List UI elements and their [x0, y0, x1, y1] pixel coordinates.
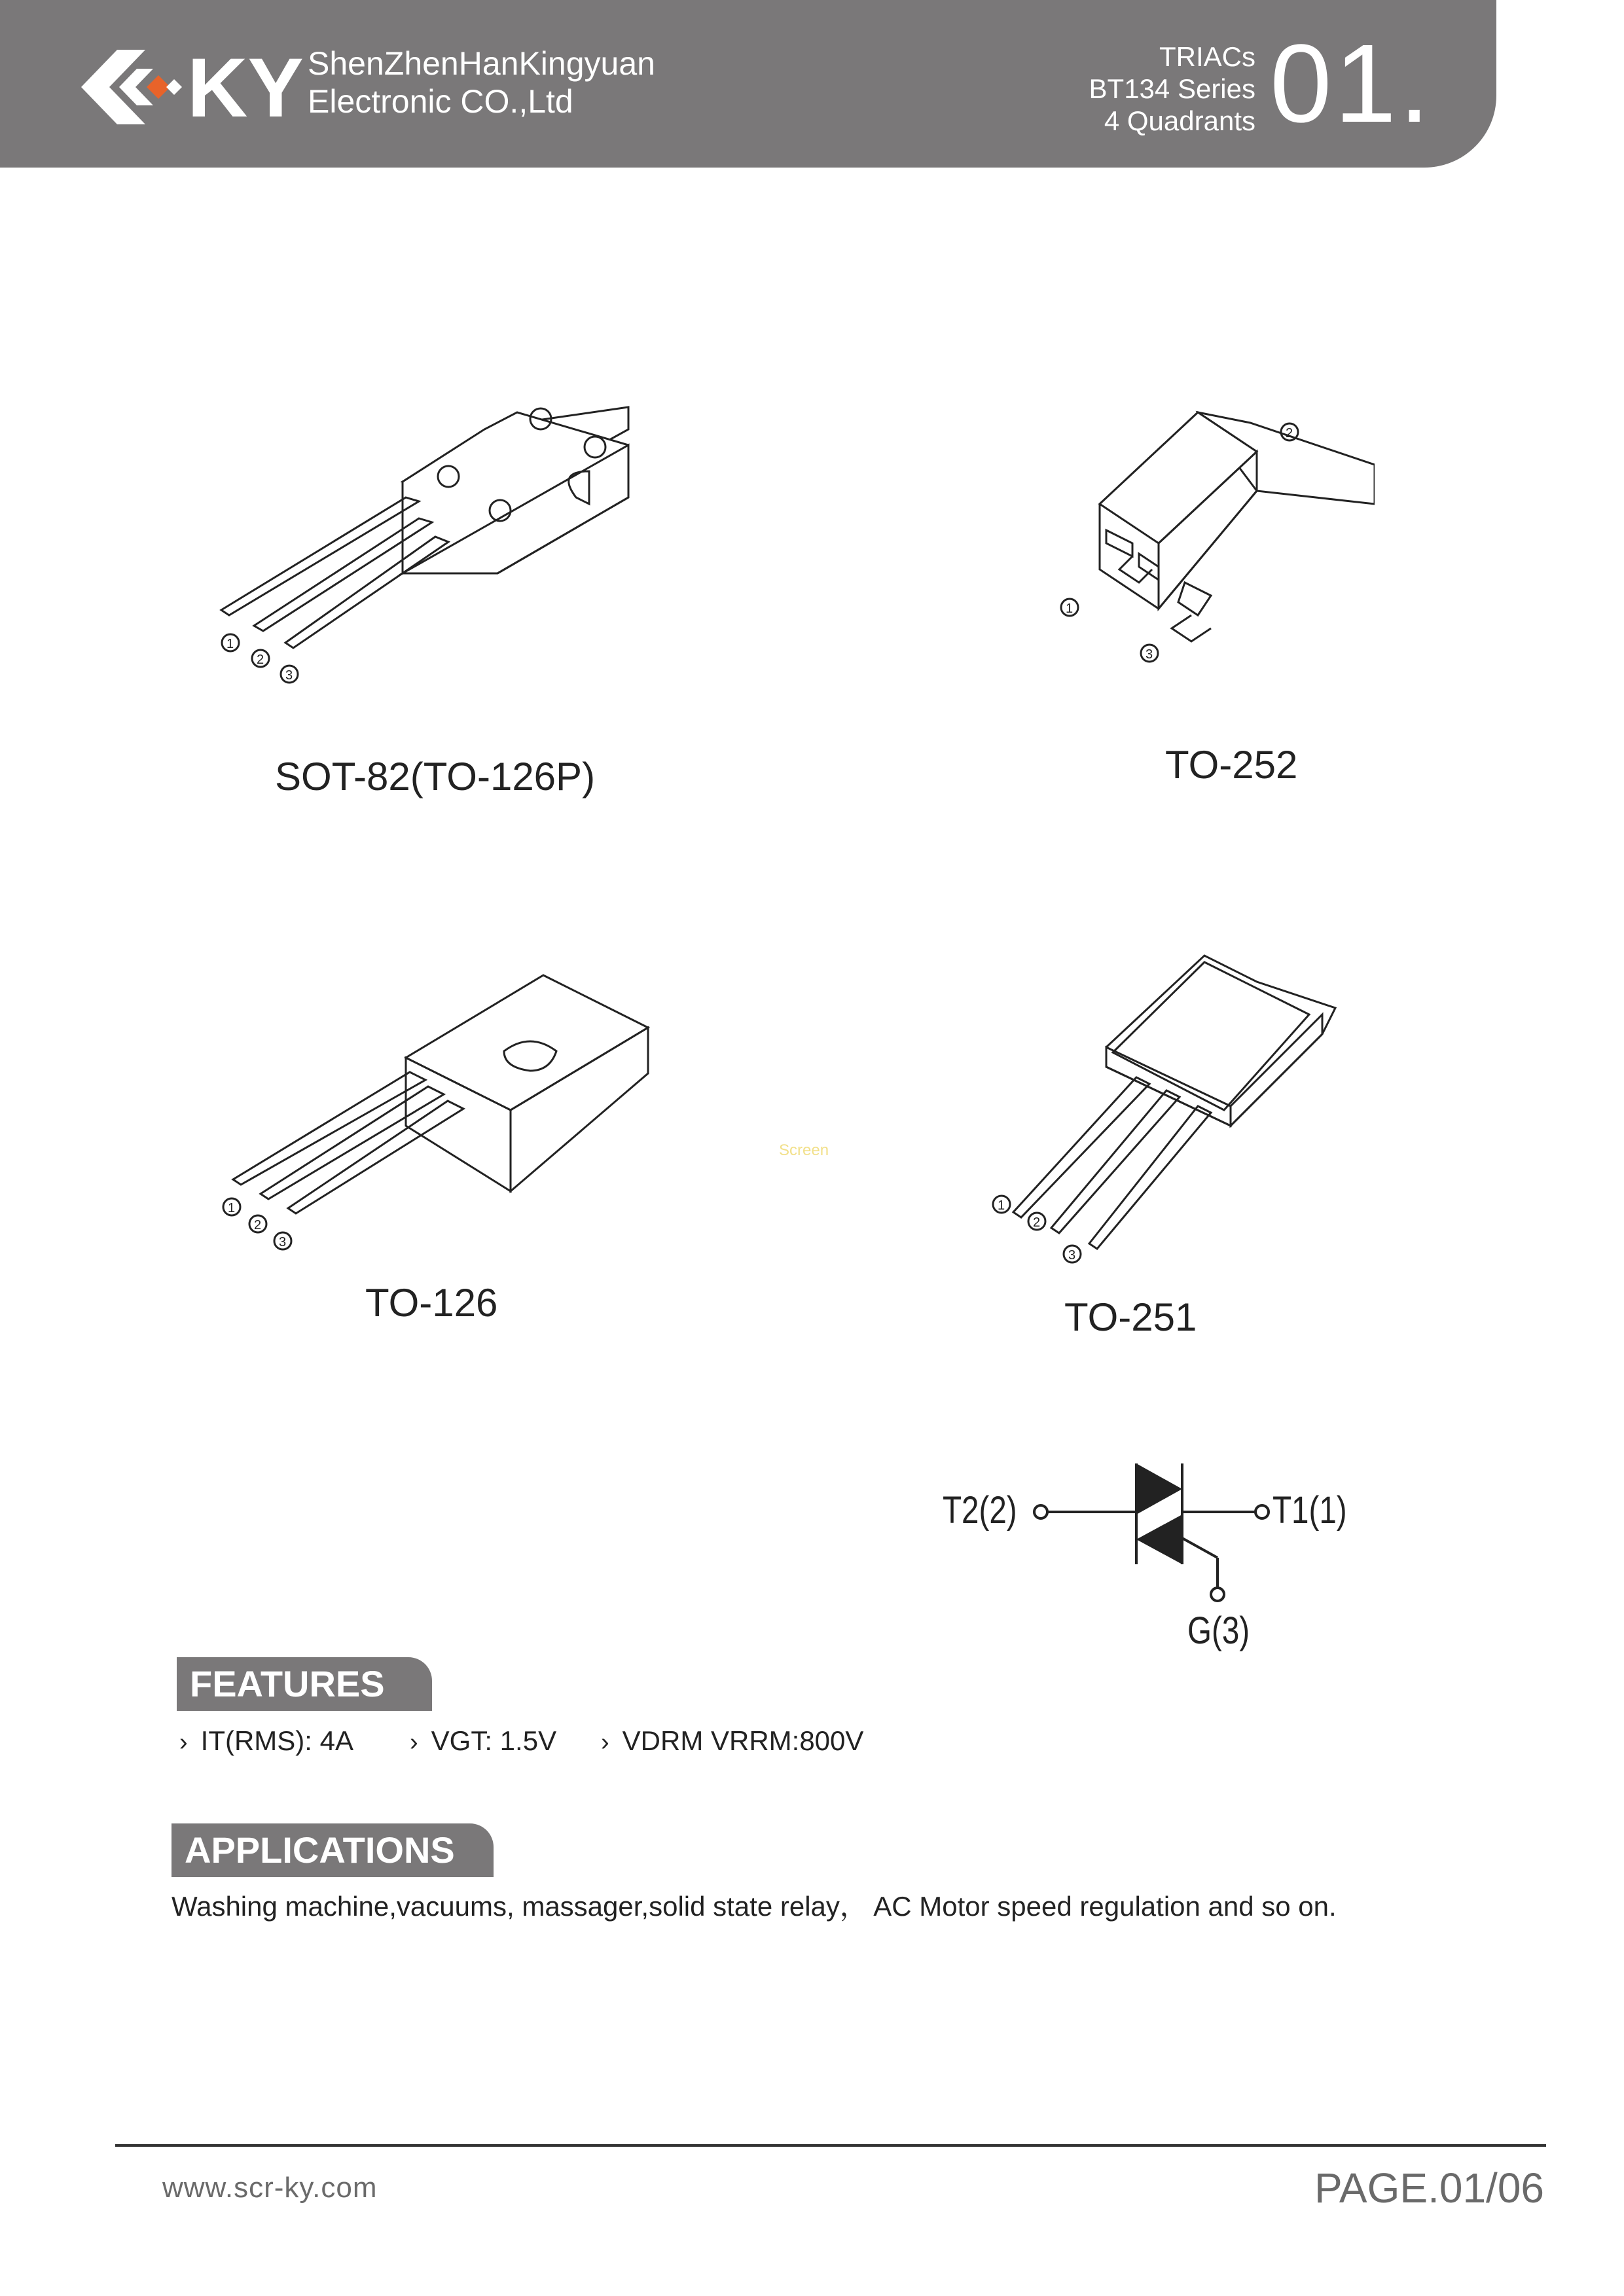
feature-vdrm: VDRM VRRM:800V	[622, 1725, 864, 1756]
pin-2-label: 2	[254, 1218, 262, 1232]
package-label-to252: TO-252	[1165, 743, 1298, 787]
pin-3-label: 3	[1068, 1248, 1076, 1263]
pin-3-label: 3	[285, 668, 293, 683]
terminal-t1-label: T1(1)	[1272, 1489, 1347, 1532]
to126-package-drawing	[209, 929, 655, 1270]
pin-markers	[993, 1196, 1081, 1263]
chevron-right-icon: ›	[179, 1729, 188, 1756]
header-page-number: 01.	[1270, 22, 1433, 146]
pin-3-label: 3	[1146, 647, 1153, 662]
series-line-2: BT134 Series	[1089, 73, 1255, 104]
to252-package-drawing	[1034, 399, 1375, 681]
series-line-1: TRIACs	[1159, 41, 1255, 72]
feature-item	[410, 1725, 556, 1757]
company-line-2: Electronic CO.,Ltd	[308, 83, 573, 120]
terminal-t2-label: T2(2)	[943, 1489, 1017, 1532]
series-info	[981, 41, 1255, 137]
feature-it-rms: IT(RMS): 4A	[200, 1725, 353, 1756]
pin-1-label: 1	[998, 1198, 1005, 1213]
pin-2-label: 2	[1033, 1215, 1041, 1230]
package-label-to251: TO-251	[1064, 1295, 1197, 1339]
logo-text: KY	[187, 41, 304, 135]
watermark: Screen	[779, 1141, 829, 1159]
pin-2-label: 2	[1286, 426, 1293, 440]
to251-package-drawing	[982, 942, 1348, 1283]
chevron-right-icon: ›	[410, 1729, 418, 1756]
pin-2-label: 2	[257, 653, 264, 667]
pin-markers	[223, 1198, 291, 1249]
triac-symbol	[943, 1460, 1362, 1669]
terminal-g-label: G(3)	[1187, 1609, 1250, 1652]
company-line-1: ShenZhenHanKingyuan	[308, 45, 655, 82]
package-label-to126: TO-126	[365, 1281, 498, 1325]
applications-heading: APPLICATIONS	[171, 1823, 494, 1877]
feature-item	[601, 1725, 863, 1757]
feature-item	[179, 1725, 353, 1757]
feature-vgt: VGT: 1.5V	[431, 1725, 557, 1756]
chevron-right-icon: ›	[601, 1729, 609, 1756]
pin-3-label: 3	[279, 1235, 287, 1249]
logo-chevron-outer-icon	[81, 50, 145, 124]
company-name	[308, 45, 655, 120]
website-link[interactable]: www.scr-ky.com	[162, 2172, 378, 2204]
pin-1-label: 1	[226, 637, 234, 651]
applications-text: Washing machine,vacuums, massager,solid state relay， AC Motor speed regulation and so on.	[171, 1891, 1337, 1922]
sot82-package-drawing	[209, 373, 655, 713]
footer-page-indicator: PAGE.01/06	[1314, 2164, 1544, 2212]
package-label-sot82: SOT-82(TO-126P)	[275, 755, 596, 798]
features-heading: FEATURES	[177, 1657, 432, 1711]
logo-dot-icon	[166, 79, 182, 95]
header-band	[0, 0, 1496, 168]
pin-1-label: 1	[228, 1201, 236, 1215]
pin-1-label: 1	[1066, 601, 1074, 616]
footer-divider	[115, 2144, 1546, 2147]
series-line-3: 4 Quadrants	[1104, 105, 1255, 136]
